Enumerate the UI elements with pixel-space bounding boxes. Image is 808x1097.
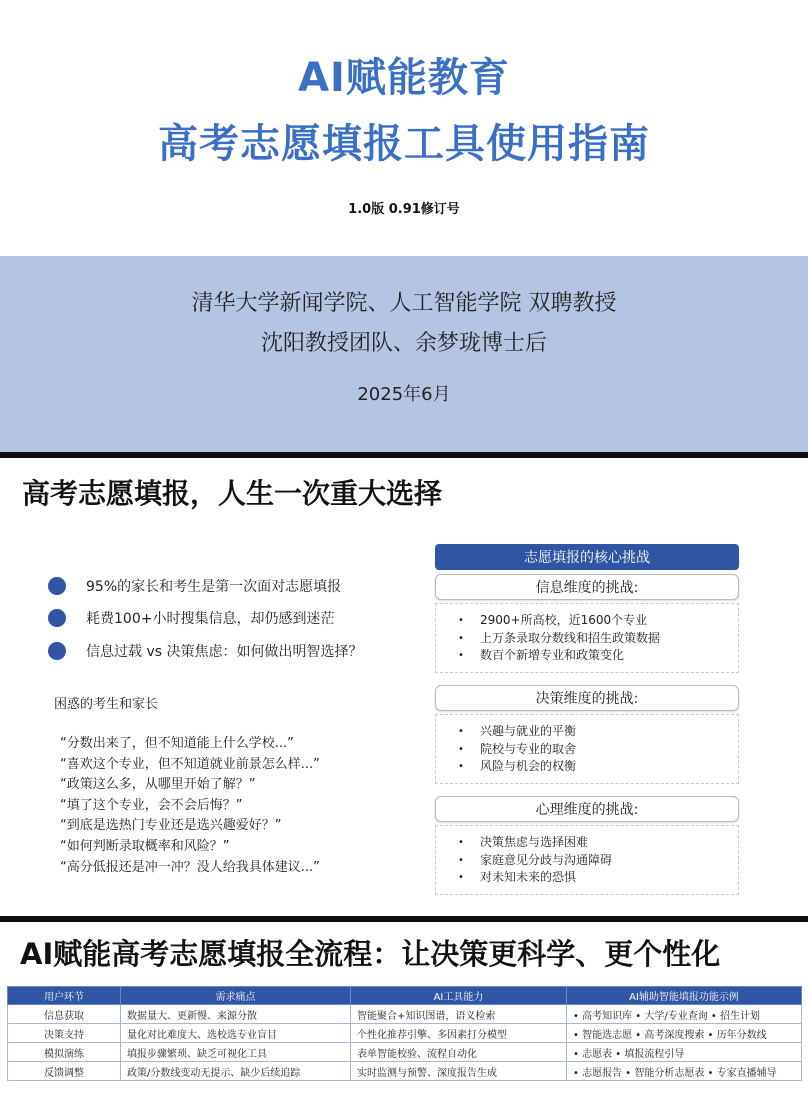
slide3-title: AI赋能高考志愿填报全流程：让决策更科学、更个性化	[20, 937, 721, 971]
table-cell: 反馈调整	[8, 1062, 121, 1081]
decision-dimension-header: 决策维度的挑战:	[435, 685, 739, 711]
bullet-dot-icon	[48, 609, 66, 627]
quote-item: “政策这么多，从哪里开始了解？”	[60, 777, 256, 793]
column-header: 需求痛点	[121, 987, 351, 1005]
table-cell: 表单智能校验、流程自动化	[351, 1043, 567, 1062]
cover-slide	[0, 0, 808, 452]
affiliation-line1: 清华大学新闻学院、人工智能学院 双聘教授	[191, 291, 617, 316]
bullet-icon: •	[458, 837, 464, 848]
table-cell: 实时监测与预警、深度报告生成	[351, 1062, 567, 1081]
bullet-icon: •	[458, 615, 464, 626]
bullet-dot-icon	[48, 642, 66, 660]
cover-title-line1: AI赋能教育	[298, 55, 510, 101]
affiliation-line2: 沈阳教授团队、余梦珑博士后	[260, 331, 547, 356]
table-cell: 决策支持	[8, 1024, 121, 1043]
stat-bullet-text: 信息过载 vs 决策焦虑：如何做出明智选择？	[86, 644, 363, 660]
stat-bullet	[48, 606, 334, 630]
column-header: 用户环节	[8, 987, 121, 1005]
challenge-item: • 数百个新增专业和政策变化	[458, 647, 738, 665]
table-cell: • 高考知识库 • 大学/专业查询 • 招生计划	[567, 1005, 802, 1024]
info-dimension-box	[435, 603, 739, 673]
column-header: AI辅助智能填报功能示例	[567, 987, 802, 1005]
table-cell: 填报步骤繁琐、缺乏可视化工具	[121, 1043, 351, 1062]
table-cell: 数据量大、更新慢、来源分散	[121, 1005, 351, 1024]
table-cell: 智能聚合+知识图谱，语义检索	[351, 1005, 567, 1024]
parents-label: 困惑的考生和家长	[54, 697, 159, 712]
challenges-slide	[0, 458, 808, 916]
psych-dimension-box	[435, 825, 739, 895]
column-header: AI工具能力	[351, 987, 567, 1005]
quote-item: “高分低报还是冲一冲？没人给我具体建议...”	[60, 859, 320, 875]
stat-bullet	[48, 639, 362, 663]
quote-item: “喜欢这个专业，但不知道就业前景怎么样...”	[60, 756, 320, 772]
bullet-dot-icon	[48, 577, 66, 595]
stat-bullet-text: 耗费100+小时搜集信息，却仍感到迷茫	[86, 611, 335, 627]
challenge-item: • 家庭意见分歧与沟通障碍	[458, 852, 738, 870]
quote-item: “分数出来了，但不知道能上什么学校...”	[60, 736, 294, 751]
table-row	[8, 1005, 802, 1024]
cover-date: 2025年6月	[357, 384, 451, 405]
bullet-icon: •	[458, 632, 464, 644]
decision-dimension-box	[435, 714, 739, 784]
version-label: 1.0版 0.91修订号	[348, 202, 460, 217]
bullet-icon: •	[458, 743, 464, 755]
challenge-item: • 风险与机会的权衡	[458, 758, 738, 776]
stat-bullet	[48, 574, 341, 598]
table-cell: • 志愿报告 • 智能分析志愿表 • 专家直播辅导	[567, 1062, 802, 1081]
table-cell: 个性化推荐引擎、多因素打分模型	[351, 1024, 567, 1043]
challenges-header: 志愿填报的核心挑战	[435, 544, 739, 570]
table-row	[8, 1062, 802, 1081]
table-row	[8, 1024, 802, 1043]
psych-dimension-header: 心理维度的挑战:	[435, 796, 739, 822]
table-cell: 政策/分数线变动无提示、缺少后续追踪	[121, 1062, 351, 1081]
quote-list	[60, 734, 320, 878]
table-cell: 量化对比难度大、选校选专业盲目	[121, 1024, 351, 1043]
bullet-icon: •	[458, 761, 464, 772]
cover-title-line2: 高考志愿填报工具使用指南	[158, 121, 650, 167]
bullet-icon: •	[458, 872, 464, 883]
author-band	[0, 256, 808, 452]
table-cell: 信息获取	[8, 1005, 121, 1024]
bullet-icon: •	[458, 726, 464, 737]
workflow-table	[7, 986, 802, 1081]
table-row	[8, 1043, 802, 1062]
quote-item: “到底是选热门专业还是选兴趣爱好？”	[60, 818, 282, 834]
challenge-item: • 决策焦虑与选择困难	[458, 834, 738, 852]
table-cell: 模拟演练	[8, 1043, 121, 1062]
table-cell: • 志愿表 • 填报流程引导	[567, 1043, 802, 1062]
stat-bullet-text: 95%的家长和考生是第一次面对志愿填报	[86, 579, 342, 595]
table-cell: • 智能选志愿 • 高考深度搜索 • 历年分数线	[567, 1024, 802, 1043]
slide2-title: 高考志愿填报，人生一次重大选择	[22, 477, 443, 510]
challenge-item: • 院校与专业的取舍	[458, 741, 738, 759]
challenge-item: • 2900+所高校，近1600个专业	[458, 612, 738, 630]
challenge-item: • 兴趣与就业的平衡	[458, 723, 738, 741]
workflow-slide	[0, 922, 808, 1097]
challenge-item: • 上万条录取分数线和招生政策数据	[458, 630, 738, 648]
bullet-icon: •	[458, 854, 464, 866]
quote-item: “如何判断录取概率和风险？”	[60, 838, 230, 854]
challenge-item: • 对未知未来的恐惧	[458, 869, 738, 887]
bullet-icon: •	[458, 650, 464, 661]
table-header-row	[8, 987, 802, 1005]
quote-item: “填了这个专业，会不会后悔？”	[60, 797, 243, 813]
info-dimension-header: 信息维度的挑战:	[435, 574, 739, 600]
